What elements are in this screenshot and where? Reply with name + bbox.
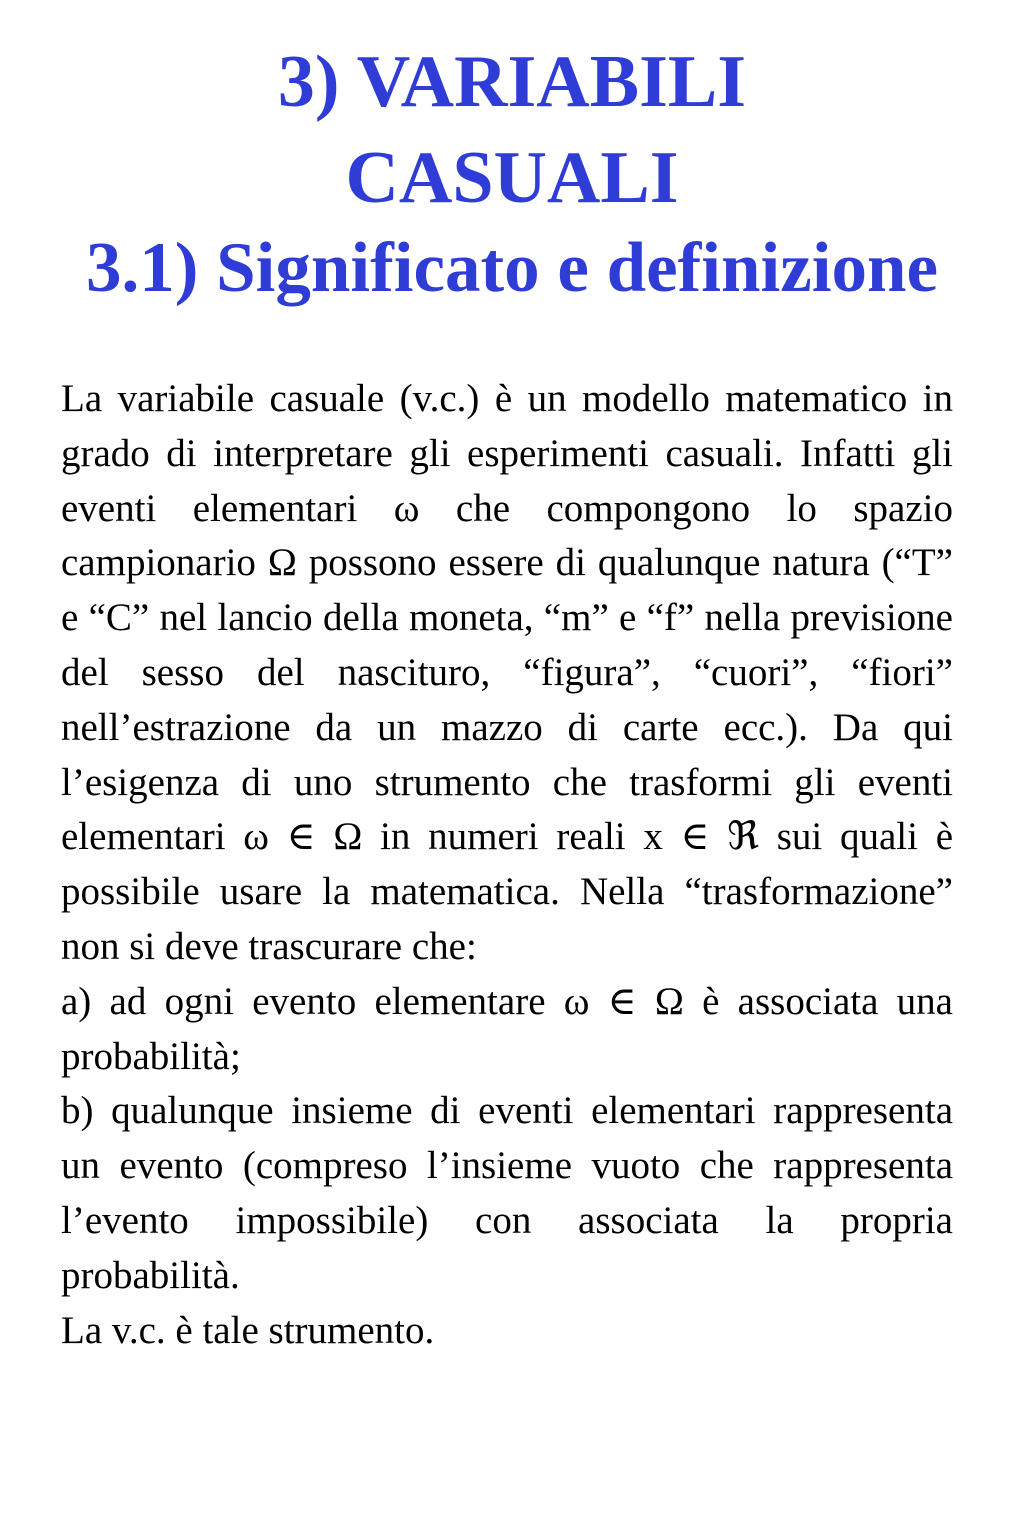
section-subtitle: 3.1) Significato e definizione (86, 229, 938, 307)
paragraph-point-a: a) ad ogni evento elementare ω ∈ Ω è associata una probabilità; (61, 979, 953, 1078)
page-title-line-1: 3) VARIABILI (277, 41, 747, 123)
paragraph-point-b: b) qualunque insieme di eventi elementari rappresenta un evento (compreso l’insieme vuoto che rappresenta l’evento impossibile) con associata la propria probabilità. (61, 1089, 953, 1297)
paragraph-definition: La variabile casuale (v.c.) è un modello matematico in grado di interpretare gli esperimenti casuali. Infatti gli eventi elementari ω che compongono lo spazio campionario Ω possono essere di qualunque natura (“T” e “C” nel lancio della moneta, “m” e “f” nella previsione del sesso del nascituro, “figura”, “cuori”, “fiori” nell’estrazione da un mazzo di carte ecc.). Da qui l’esigenza di uno strumento che trasformi gli eventi elementari ω ∈ Ω in numeri reali x ∈ ℜ sui quali è possibile usare la matematica. Nella “trasformazione” non si deve trascurare che: (61, 377, 953, 968)
paragraph-conclusion: La v.c. è tale strumento. (61, 1308, 435, 1352)
page-title-line-2: CASUALI (345, 137, 679, 219)
body-text (61, 372, 953, 1358)
